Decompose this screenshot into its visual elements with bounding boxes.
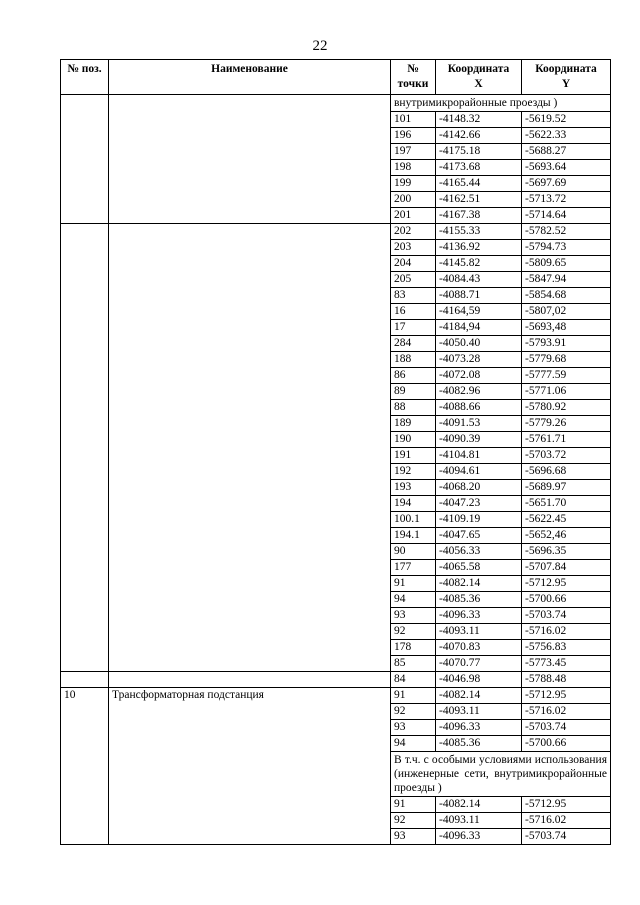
- coordinate-y-cell: -5714.64: [522, 208, 611, 224]
- coordinate-x-cell: -4082.14: [436, 797, 522, 813]
- coordinate-y-cell: -5693,48: [522, 320, 611, 336]
- position-cell: [61, 224, 109, 672]
- coordinate-y-cell: -5712.95: [522, 688, 611, 704]
- coordinate-x-cell: -4085.36: [436, 736, 522, 752]
- point-number-cell: 199: [391, 176, 436, 192]
- coordinate-y-cell: -5712.95: [522, 797, 611, 813]
- coordinate-x-cell: -4084.43: [436, 272, 522, 288]
- coordinate-x-cell: -4072.08: [436, 368, 522, 384]
- point-number-cell: 16: [391, 304, 436, 320]
- point-number-cell: 94: [391, 736, 436, 752]
- coordinate-x-cell: -4068.20: [436, 480, 522, 496]
- coordinate-x-cell: -4070.83: [436, 640, 522, 656]
- point-number-cell: 92: [391, 624, 436, 640]
- coordinate-x-cell: -4136.92: [436, 240, 522, 256]
- coordinate-x-cell: -4085.36: [436, 592, 522, 608]
- header-coordinate-x: Координата X: [436, 60, 522, 95]
- coordinate-y-cell: -5716.02: [522, 704, 611, 720]
- coordinate-y-cell: -5703.74: [522, 720, 611, 736]
- point-number-cell: 92: [391, 704, 436, 720]
- point-number-cell: 91: [391, 576, 436, 592]
- name-cell: [109, 95, 391, 224]
- point-number-cell: 189: [391, 416, 436, 432]
- coordinate-y-cell: -5773.45: [522, 656, 611, 672]
- coordinate-x-cell: -4070.77: [436, 656, 522, 672]
- coordinate-y-cell: -5693.64: [522, 160, 611, 176]
- table-row: [61, 224, 611, 240]
- coordinate-x-cell: -4175.18: [436, 144, 522, 160]
- coordinate-y-cell: -5794.73: [522, 240, 611, 256]
- point-number-cell: 93: [391, 829, 436, 845]
- point-number-cell: 190: [391, 432, 436, 448]
- coordinate-x-cell: -4050.40: [436, 336, 522, 352]
- note-line: внутримикрорайонные проезды ): [394, 768, 608, 794]
- point-number-cell: 196: [391, 128, 436, 144]
- coordinate-x-cell: -4065.58: [436, 560, 522, 576]
- coordinate-x-cell: -4109.19: [436, 512, 522, 528]
- coordinate-x-cell: -4155.33: [436, 224, 522, 240]
- coordinate-x-cell: -4073.28: [436, 352, 522, 368]
- point-number-cell: 284: [391, 336, 436, 352]
- coordinate-y-cell: -5703.72: [522, 448, 611, 464]
- coordinate-x-cell: -4096.33: [436, 720, 522, 736]
- coordinate-y-cell: -5779.68: [522, 352, 611, 368]
- point-number-cell: 193: [391, 480, 436, 496]
- coordinate-y-cell: -5809.65: [522, 256, 611, 272]
- coordinate-y-cell: -5688.27: [522, 144, 611, 160]
- coordinate-y-cell: -5777.59: [522, 368, 611, 384]
- point-number-cell: 194.1: [391, 528, 436, 544]
- coordinate-y-cell: -5622.33: [522, 128, 611, 144]
- coordinate-x-cell: -4093.11: [436, 704, 522, 720]
- header-name: Наименование: [109, 60, 391, 95]
- item-name: Трансформаторная подстанция: [109, 688, 391, 845]
- point-number-cell: 201: [391, 208, 436, 224]
- coordinate-x-cell: -4090.39: [436, 432, 522, 448]
- coordinate-x-cell: -4088.66: [436, 400, 522, 416]
- coordinate-x-cell: -4093.11: [436, 624, 522, 640]
- point-number-cell: 83: [391, 288, 436, 304]
- coordinate-x-cell: -4047.23: [436, 496, 522, 512]
- continuation-note: внутримикрорайонные проезды ): [391, 95, 611, 112]
- special-conditions-note: [391, 752, 611, 797]
- table-row: [61, 672, 611, 688]
- coordinate-y-cell: -5854.68: [522, 288, 611, 304]
- coordinate-y-cell: -5689.97: [522, 480, 611, 496]
- coordinate-y-cell: -5771.06: [522, 384, 611, 400]
- point-number-cell: 90: [391, 544, 436, 560]
- point-number-cell: 191: [391, 448, 436, 464]
- point-number-cell: 94: [391, 592, 436, 608]
- header-position: № поз.: [61, 60, 109, 95]
- point-number-cell: 88: [391, 400, 436, 416]
- coordinate-x-cell: -4148.32: [436, 112, 522, 128]
- coordinate-x-cell: -4096.33: [436, 608, 522, 624]
- header-coordinate-y: Координата Y: [522, 60, 611, 95]
- coordinate-x-cell: -4082.14: [436, 576, 522, 592]
- point-number-cell: 198: [391, 160, 436, 176]
- coordinate-y-cell: -5703.74: [522, 608, 611, 624]
- coordinate-x-cell: -4162.51: [436, 192, 522, 208]
- point-number-cell: 89: [391, 384, 436, 400]
- coordinate-y-cell: -5700.66: [522, 592, 611, 608]
- note-line: использования (инженерные сети,: [394, 754, 607, 780]
- coordinate-x-cell: -4088.71: [436, 288, 522, 304]
- coordinate-y-cell: -5716.02: [522, 813, 611, 829]
- point-number-cell: 200: [391, 192, 436, 208]
- name-cell: [109, 672, 391, 688]
- coordinate-y-cell: -5696.35: [522, 544, 611, 560]
- coordinate-y-cell: -5761.71: [522, 432, 611, 448]
- point-number-cell: 85: [391, 656, 436, 672]
- coordinate-x-cell: -4104.81: [436, 448, 522, 464]
- point-number-cell: 100.1: [391, 512, 436, 528]
- name-cell: [109, 224, 391, 672]
- point-number-cell: 17: [391, 320, 436, 336]
- coordinate-y-cell: -5712.95: [522, 576, 611, 592]
- coordinate-x-cell: -4091.53: [436, 416, 522, 432]
- point-number-cell: 177: [391, 560, 436, 576]
- point-number-cell: 91: [391, 688, 436, 704]
- coordinate-x-cell: -4082.14: [436, 688, 522, 704]
- point-number-cell: 194: [391, 496, 436, 512]
- header-point-number: № точки: [391, 60, 436, 95]
- table-row: [61, 95, 611, 112]
- coordinate-y-cell: -5707.84: [522, 560, 611, 576]
- point-number-cell: 93: [391, 720, 436, 736]
- position-number: 10: [61, 688, 109, 845]
- table-row: [61, 688, 611, 704]
- coordinate-x-cell: -4056.33: [436, 544, 522, 560]
- coordinate-y-cell: -5713.72: [522, 192, 611, 208]
- coordinate-x-cell: -4167.38: [436, 208, 522, 224]
- point-number-cell: 188: [391, 352, 436, 368]
- point-number-cell: 101: [391, 112, 436, 128]
- coordinate-y-cell: -5793.91: [522, 336, 611, 352]
- coordinate-y-cell: -5697.69: [522, 176, 611, 192]
- coordinate-x-cell: -4142.66: [436, 128, 522, 144]
- point-number-cell: 84: [391, 672, 436, 688]
- coordinate-x-cell: -4096.33: [436, 829, 522, 845]
- point-number-cell: 203: [391, 240, 436, 256]
- point-number-cell: 197: [391, 144, 436, 160]
- coordinate-y-cell: -5807,02: [522, 304, 611, 320]
- point-number-cell: 92: [391, 813, 436, 829]
- coordinate-x-cell: -4145.82: [436, 256, 522, 272]
- coordinate-x-cell: -4093.11: [436, 813, 522, 829]
- point-number-cell: 93: [391, 608, 436, 624]
- coordinate-y-cell: -5788.48: [522, 672, 611, 688]
- point-number-cell: 202: [391, 224, 436, 240]
- coordinate-y-cell: -5716.02: [522, 624, 611, 640]
- coordinate-y-cell: -5652,46: [522, 528, 611, 544]
- point-number-cell: 192: [391, 464, 436, 480]
- coordinate-y-cell: -5756.83: [522, 640, 611, 656]
- coordinate-y-cell: -5780.92: [522, 400, 611, 416]
- page-number: 22: [312, 38, 328, 54]
- point-number-cell: 91: [391, 797, 436, 813]
- coordinate-x-cell: -4164,59: [436, 304, 522, 320]
- coordinate-y-cell: -5782.52: [522, 224, 611, 240]
- table-header-row: [61, 60, 611, 95]
- point-number-cell: 205: [391, 272, 436, 288]
- point-number-cell: 178: [391, 640, 436, 656]
- coordinate-x-cell: -4184,94: [436, 320, 522, 336]
- coordinates-table: [60, 59, 611, 845]
- coordinate-x-cell: -4047.65: [436, 528, 522, 544]
- coordinate-y-cell: -5779.26: [522, 416, 611, 432]
- coordinate-x-cell: -4173.68: [436, 160, 522, 176]
- position-cell: [61, 672, 109, 688]
- coordinate-y-cell: -5696.68: [522, 464, 611, 480]
- position-cell: [61, 95, 109, 224]
- coordinate-y-cell: -5619.52: [522, 112, 611, 128]
- note-line: В т.ч. с особыми условиями: [394, 754, 532, 766]
- coordinate-x-cell: -4165.44: [436, 176, 522, 192]
- coordinate-y-cell: -5847.94: [522, 272, 611, 288]
- coordinate-y-cell: -5700.66: [522, 736, 611, 752]
- coordinate-y-cell: -5651.70: [522, 496, 611, 512]
- coordinate-x-cell: -4094.61: [436, 464, 522, 480]
- point-number-cell: 204: [391, 256, 436, 272]
- point-number-cell: 86: [391, 368, 436, 384]
- coordinate-x-cell: -4046.98: [436, 672, 522, 688]
- coordinate-y-cell: -5622.45: [522, 512, 611, 528]
- coordinate-y-cell: -5703.74: [522, 829, 611, 845]
- coordinate-x-cell: -4082.96: [436, 384, 522, 400]
